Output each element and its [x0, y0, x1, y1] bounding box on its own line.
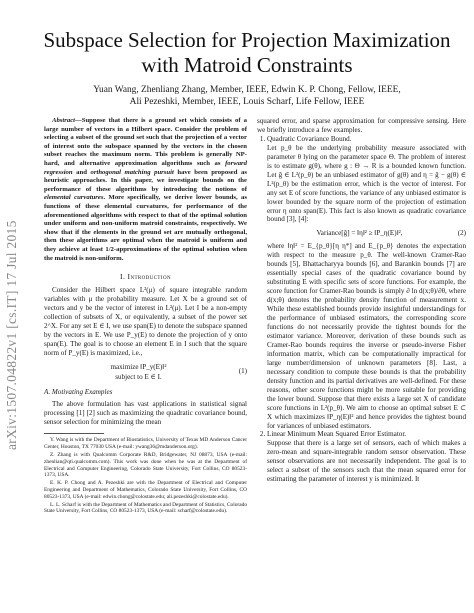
example-item-1-paragraph-2: where ‖η‖² = E_{p_θ}[η η*] and E_{p_θ} denotes the expectation with respect to the measure p_θ. The well-known Cramer-Rao bounds [5], Bhattacharyya bounds [6], and Barankin bounds [7] are essentially special cases of the quadratic covariance bound by substituting E with specific sets of score functions. For example, the score function for Cramer-Rao bounds is simply ∂ ln d(x;θ)/∂θ, where d(x;θ) denotes the probability density function of measurement x. While these established bounds provide insightful understandings for the performance of unbiased estimators, the corresponding score functions do not necessarily provide the tightest bounds for the estimator variance. Moreover, derivation of these bounds such as Cramer-Rao bounds requires the inverse or pseudo-inverse Fisher information matrix, which can be computationally impractical for large number/dimension of unknown parameters [8]. Last, a necessary condition to compute these bounds is that the probability density function and its partial derivatives are well-defined. For these reasons, other score functions might be more suitable for providing the lower bound. Suppose that there exists a large set X of candidate score functions in L²(p_θ). We aim to choose an optimal subset E ⊂ X which maximizes ‖P_η(E)‖² and hence provides the tightest bound for variances of unbiased estimators. [267, 242, 466, 430]
abstract-lead: Abstract [52, 117, 76, 124]
right-paragraph-top: squared error, and sparse approximation for compressive sensing. Here we briefly introduce a few examples. [257, 117, 466, 134]
example-item-1-heading: 1. Quadratic Covariance Bound. [267, 134, 352, 143]
example-item-1-paragraph-1: Let p_θ be the underlying probability measure associated with parameter θ lying on the parameter space Θ. The problem of interest is to estimate g(θ), where g : Θ → R is a bounded known function. Let ĝ ∈ L²(p_θ) be an unbiased estimator of g(θ) and η = ĝ − g(θ) ∈ L²(p_θ) be the estimation error, which is the vector of interest. For any set E of score functions, the variance of any unbiased estimator is lower bounded by the square norm of the projection of estimation error η onto span(E). This fact is also known as quadratic covariance bound [3], [4]: [267, 143, 466, 224]
abstract-mid-1: and [72, 168, 91, 176]
paper-title: Subspace Selection for Projection Maximization with Matroid Constraints [43, 28, 451, 77]
abstract-text-3: . More specifically, we derive lower bounds, as functions of these elemental curvatures, for performance of the aforementioned algorithms with respect to that of the optimal solution under uniform and non-uniform matroid constraints, respectively. We show that if the elements in the ground set are mutually orthogonal, then these algorithms are optimal when the matroid is uniform and they achieve at least 1/2-approximations of the optimal solution when the matroid is non-uniform. [44, 194, 247, 262]
abstract-keyword-3: elemental curvatures [44, 194, 104, 202]
abstract-keyword-1: forward regression [44, 159, 247, 176]
author-block [30, 84, 464, 108]
section-heading-introduction: I. Introduction [120, 272, 171, 282]
equation-1-constraint: subject to E ∈ I. [115, 372, 162, 381]
intro-paragraph-1: Consider the Hilbert space L²(μ) of square integrable random variables with μ the probability measure. Let X be a ground set of vectors and y be the vector of interest in L²(μ). Let I be a non-empty collection of subsets of X, or equivalently, a subset of the power set 2^X. For any set E ∈ I, we use span(E) to denote the subspace spanned by the vectors in E. We use P_y(E) to denote the projection of y onto span(E). The goal is to choose an element E in I such that the square norm of P_y(E) is maximized, i.e., [44, 286, 247, 357]
author-line-2: Ali Pezeshki, Member, IEEE, Louis Scharf, Life Fellow, IEEE [129, 97, 365, 107]
equation-1-objective: maximize ‖P_y(E)‖² [110, 362, 167, 371]
abstract [44, 117, 247, 263]
author-line-1: Yuan Wang, Zhenliang Zhang, Member, IEEE, Edwin K. P. Chong, Fellow, IEEE, [93, 85, 401, 95]
example-item-2-heading: 2. Linear Minimum Mean Squared Error Estimator. [267, 430, 407, 439]
footnote-chong-pezeshki: E. K. P. Chong and A. Pezeshki are with the Department of Electrical and Computer Engineering and Department of Mathematics, Colorado State University, Fort Collins, CO 80523-1373, USA (e-mail: edwin.chong@colostate.edu; ali.pezeshki@colostate.edu). [44, 480, 247, 500]
equation-2 [267, 228, 466, 238]
right-column [257, 117, 466, 484]
footnote-wang: Y. Wang is with the Department of Biostatistics, University of Texas MD Anderson Cancer Center, Houston, TX 77030 USA (e-mail: ywang36@mdanderson.org). [44, 437, 247, 451]
example-item-2-paragraph-1: Suppose that there is a large set of sensors, each of which makes a zero-mean and square-integrable random sensor observation. These sensor observations are not necessarily independent. The goal is to select a subset of the sensors such that the mean squared error for estimating the parameter of interest y is minimized. It [267, 439, 466, 484]
examples-list [257, 135, 466, 484]
intro-paragraph-2: The above formulation has vast applications in statistical signal processing [1] [2] such as maximizing the quadratic covariance bound, sensor selection for minimizing the mean [44, 399, 247, 426]
example-item-2 [267, 430, 466, 484]
arxiv-identifier: arXiv:1507.04822v1 [cs.IT] 17 Jul 2015 [4, 220, 19, 450]
example-item-1 [267, 135, 466, 431]
footnote-zhang: Z. Zhang is with Qualcomm Corporate R&D, Bridgewater, NJ 08873, USA (e-mail: zhenlian@qti.qualcomm.com). This work was done when he was at the Department of Electrical and Computer Engineering, Colorado State University, Fort Collins, CO 80523-1373, USA. [44, 452, 247, 479]
abstract-keyword-2: orthogonal matching pursuit [90, 168, 174, 176]
footnote-rule [44, 433, 104, 434]
footnote-scharf: L. L. Scharf is with the Department of Mathematics and Department of Statistics, Colorado State University, Fort Collins, CO 80523-1373, USA (e-mail: scharf@colostate.edu). [44, 501, 248, 515]
subsection-heading-motivating: A. Motivating Examples [44, 387, 113, 396]
left-column [44, 117, 247, 516]
equation-2-number: (2) [457, 228, 466, 237]
equation-1 [44, 362, 247, 382]
equation-1-number: (1) [238, 367, 247, 376]
abstract-text-2: have been proposed as heuristic approaches. In this paper, we investigate bounds on the performance of these algorithms by introducing the notions of [44, 168, 247, 193]
abstract-text-1: —Suppose that there is a ground set which consists of a large number of vectors in a Hilbert space. Consider the problem of selecting a subset of the ground set such that the projection of a vector of interest onto the subspace spanned by the vectors in the chosen subset reaches the maximum norm. This problem is generally NP-hard, and alternative approximation algorithms such as [44, 117, 247, 167]
equation-2-body: Variance[ĝ] = ‖η‖² ≥ ‖P_η(E)‖², [316, 229, 403, 238]
